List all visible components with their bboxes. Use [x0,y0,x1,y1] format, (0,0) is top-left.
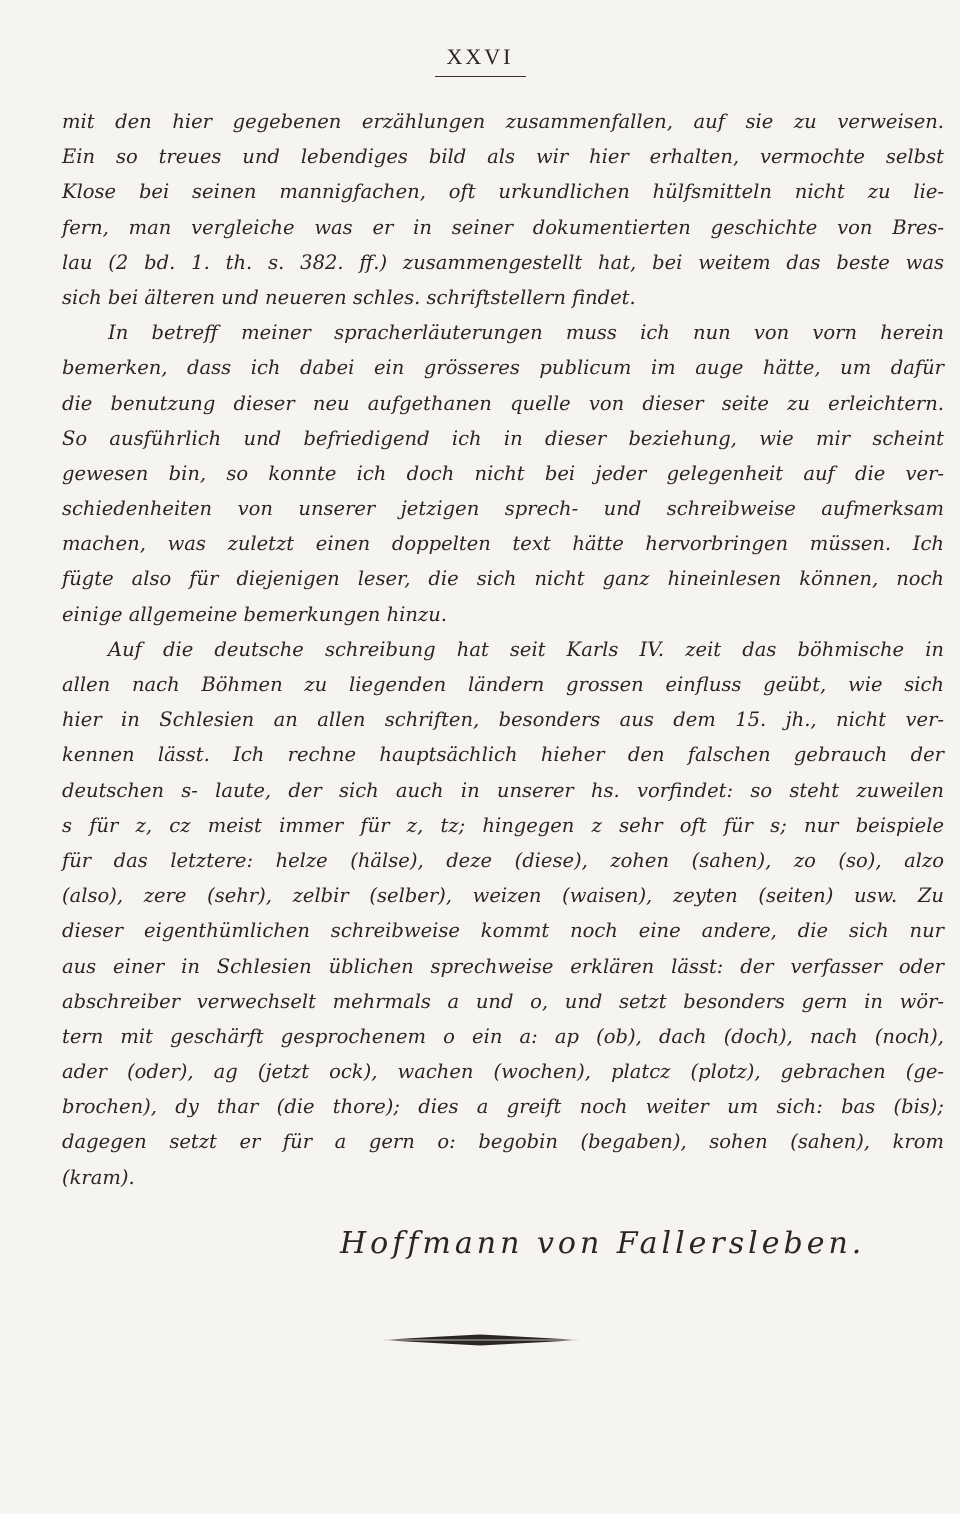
text-line: gewesen bin, so konnte ich doch nicht bei jeder gelegenheit auf die ver- [62,461,944,485]
text-line: Ein so treues und lebendiges bild als wir hier erhalten, vermochte selbst [62,145,944,169]
text-line: für das letztere: helze (hälse), deze (diese), zohen (sahen), zo (so), alzo [62,848,944,872]
text-line: s für z, cz meist immer für z, tz; hingegen z sehr oft für s; nur beispiele [62,813,944,837]
text-line: Klose bei seinen mannigfachen, oft urkundlichen hülfsmitteln nicht zu lie- [62,180,944,204]
text-line: (also), zere (sehr), zelbir (selber), weizen (waisen), zeyten (seiten) usw. Zu [62,884,944,908]
text-line: machen, was zuletzt einen doppelten text hätte hervorbringen müssen. Ich [62,532,944,556]
text-line: bemerken, dass ich dabei ein grösseres publicum im auge hätte, um dafür [62,356,944,380]
text-line: tern mit geschärft gesprochenem o ein a: ap (ob), dach (doch), nach (noch), [62,1024,944,1048]
body-text [62,104,944,1195]
text-line: hier in Schlesien an allen schriften, besonders aus dem 15. jh., nicht ver- [62,708,944,732]
text-line: allen nach Böhmen zu liegenden ländern grossen einfluss geübt, wie sich [62,673,944,696]
text-line: ader (oder), ag (jetzt ock), wachen (wochen), platcz (plotz), gebrachen (ge- [62,1060,944,1084]
text-line: abschreiber verwechselt mehrmals a und o, und setzt besonders gern in wör- [62,989,944,1013]
text-line: fügte also für diejenigen leser, die sich nicht ganz hineinlesen können, noch [62,567,944,591]
text-line: schiedenheiten von unserer jetzigen sprech- und schreibweise aufmerksam [62,497,944,521]
text-line: fern, man vergleiche was er in seiner dokumentierten geschichte von Bres- [62,215,944,239]
text-line: (kram). [62,1165,135,1189]
text-line: kennen lässt. Ich rechne hauptsächlich hieher den falschen gebrauch der [62,743,944,767]
text-line: die benutzung dieser neu aufgethanen quelle von dieser seite zu erleichtern. [62,391,944,415]
text-line: sich bei älteren und neueren schles. schriftstellern findet. [62,285,636,309]
text-line: mit den hier gegebenen erzählungen zusammenfallen, auf sie zu verweisen. [62,110,944,133]
text-line: In betreff meiner spracherläuterungen muss ich nun von vorn herein [108,321,944,345]
text-line: dieser eigenthümlichen schreibweise kommt noch eine andere, die sich nur [62,919,944,943]
text-line: lau (2 bd. 1. th. s. 382. ff.) zusammengestellt hat, bei weitem das beste was [62,250,944,274]
text-line: einige allgemeine bemerkungen hinzu. [62,602,447,626]
page-header [0,44,960,77]
page-number: XXVI [435,44,526,77]
text-line: Auf die deutsche schreibung hat seit Karls IV. zeit das böhmische in [108,637,944,661]
text-line: So ausführlich und befriedigend ich in dieser beziehung, wie mir scheint [62,426,944,450]
ornament-rule [380,1333,580,1347]
text-line: dagegen setzt er für a gern o: begobin (begaben), sohen (sahen), krom [62,1130,944,1154]
text-line: brochen), dy thar (die thore); dies a greift noch weiter um sich: bas (bis); [62,1095,944,1119]
signature: Hoffmann von Fallersleben. [340,1226,866,1261]
text-line: deutschen s- laute, der sich auch in unserer hs. vorfindet: so steht zuweilen [62,778,944,802]
text-line: aus einer in Schlesien üblichen sprechweise erklären lässt: der verfasser oder [62,954,944,978]
